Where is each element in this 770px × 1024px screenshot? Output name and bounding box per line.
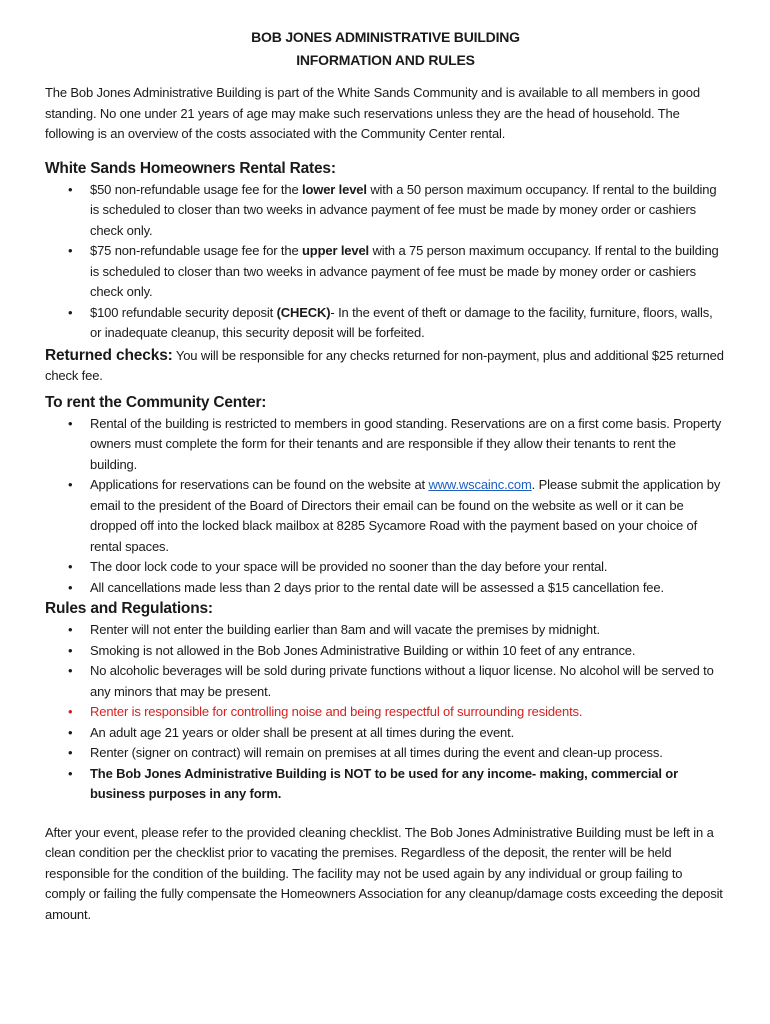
intro-paragraph: The Bob Jones Administrative Building is part of the White Sands Community and is available to all members in good standing. No one under 21 years of age may make such reservations unless they are the head of household. The following is an overview of the costs associated with the Community Center rental. — [45, 85, 700, 141]
rate-item-upper-level: • $75 non-refundable usage fee for the upper level with a 75 person maximum occupancy. If rental to the building is scheduled to closer than two weeks in advance payment of fee must be made by money order or cashiers check only. — [90, 241, 726, 303]
returned-checks-text: You will be responsible for any checks returned for non-payment, plus and additional $25 returned check fee. — [45, 347, 724, 383]
rent-item-door-code: • The door lock code to your space will be provided no sooner than the day before your rental. — [90, 557, 726, 578]
rules-heading: Rules and Regulations: — [45, 600, 213, 617]
rent-item-applications: • Applications for reservations can be found on the website at www.wscainc.com. Please submit the application by email to the president of the Board of Directors their email can be found on the website as well or it can be dropped off into the locked black mailbox at 8285 Sycamore Road with the payment based on your choice of rental spaces. — [90, 475, 726, 557]
document-title — [45, 26, 726, 72]
rent-item-cancellations: • All cancellations made less than 2 days prior to the rental date will be assessed a $15 cancellation fee. — [90, 578, 726, 599]
website-link[interactable]: www.wscainc.com — [428, 477, 532, 492]
rule-item-no-income: • The Bob Jones Administrative Building is NOT to be used for any income- making, commercial or business purposes in any form. — [90, 764, 726, 805]
title-line-1: BOB JONES ADMINISTRATIVE BUILDING — [251, 29, 520, 45]
rates-heading: White Sands Homeowners Rental Rates: — [45, 159, 336, 177]
rule-item-alcohol: • No alcoholic beverages will be sold during private functions without a liquor license. No alcohol will be served to any minors that may be present. — [90, 661, 726, 702]
title-line-2: INFORMATION AND RULES — [296, 52, 475, 68]
rule-item-hours: • Renter will not enter the building earlier than 8am and will vacate the premises by midnight. — [90, 620, 726, 641]
closing-paragraph: After your event, please refer to the provided cleaning checklist. The Bob Jones Administrative Building must be left in a clean condition per the checklist prior to vacating the premises. Regardless of the deposit, the renter will be held responsible for the condition of the building. The facility may not be used again by any individual or group failing to comply or failing the fully compensate the Homeowners Association for any cleanup/damage costs exceeding the deposit amount. — [45, 824, 723, 922]
rent-heading: To rent the Community Center: — [45, 393, 267, 411]
rent-item-members: • Rental of the building is restricted to members in good standing. Reservations are on a first come basis. Property owners must complete the form for their tenants and are responsible if they allow their tenants to rent the building. — [90, 414, 726, 476]
returned-checks-paragraph — [45, 346, 726, 387]
rule-item-noise: • Renter is responsible for controlling noise and being respectful of surrounding residents. — [90, 702, 726, 723]
rule-item-adult-present: • An adult age 21 years or older shall be present at all times during the event. — [90, 723, 726, 744]
rate-item-security-deposit: • $100 refundable security deposit (CHECK)- In the event of theft or damage to the facility, furniture, floors, walls, or inadequate cleanup, this security deposit will be forfeited. — [90, 303, 726, 344]
rates-list — [45, 180, 726, 344]
returned-checks-lead: Returned checks: — [45, 346, 173, 364]
rent-list — [45, 414, 726, 599]
rate-item-lower-level: • $50 non-refundable usage fee for the lower level with a 50 person maximum occupancy. If rental to the building is scheduled to closer than two weeks in advance payment of fee must be made by money order or cashiers check only. — [90, 180, 726, 242]
rules-list — [45, 620, 726, 805]
rule-item-renter-on-premises: • Renter (signer on contract) will remain on premises at all times during the event and clean-up process. — [90, 743, 726, 764]
rule-item-smoking: • Smoking is not allowed in the Bob Jones Administrative Building or within 10 feet of any entrance. — [90, 641, 726, 662]
